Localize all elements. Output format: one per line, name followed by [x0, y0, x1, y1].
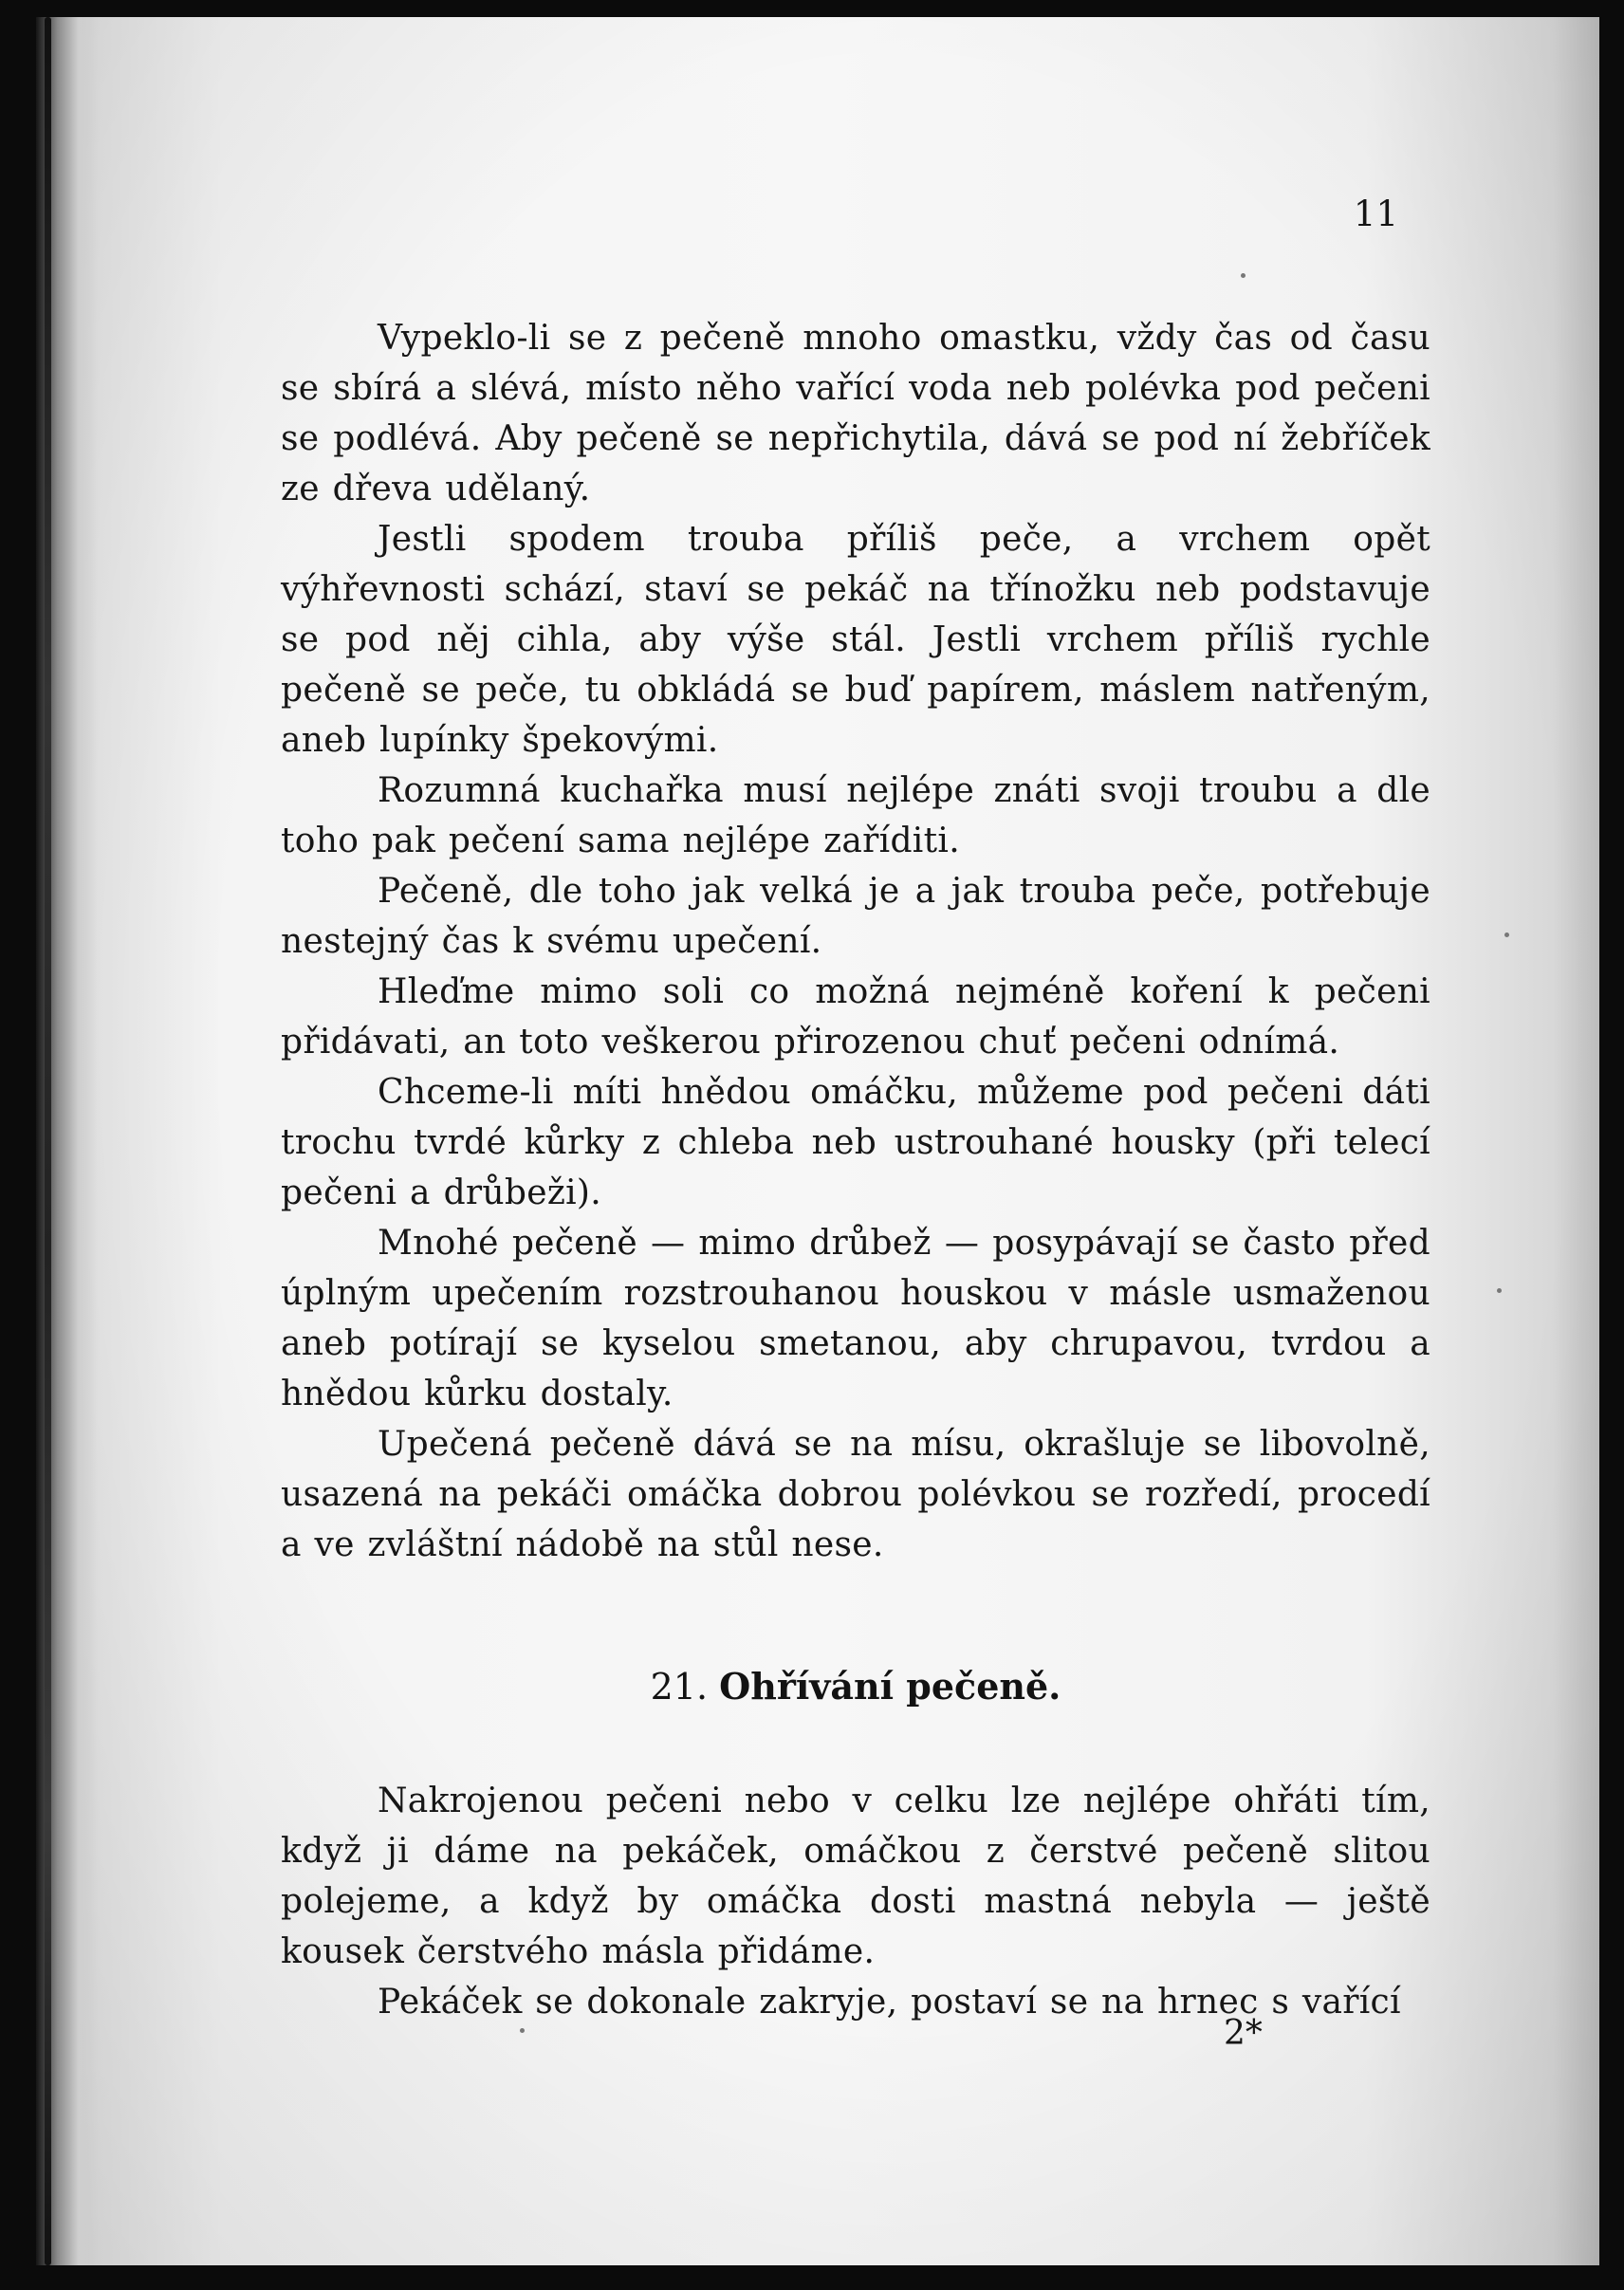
- book-page: [36, 17, 1599, 2265]
- print-speck: [1504, 933, 1509, 937]
- paragraph-roast-fat: Vypeklo-li se z pečeně mnoho omastku, vždy čas od času se sbírá a slévá, místo něho vařící voda neb polévka pod pečeni se podlévá. Aby pečeně se nepřichytila, dává se pod ní žebříček ze dřeva udělaný.: [281, 319, 1430, 508]
- paragraph-breadcrumbs: Mnohé pečeně — mimo drůbež — posypávají se často před úplným upečením rozstrouhanou houskou v másle usmaženou aneb potírají se kyselou smetanou, aby chrupavou, tvrdou a hnědou kůrku dostaly.: [281, 1224, 1430, 1413]
- paragraph-reheating: Nakrojenou pečeni nebo v celku lze nejlépe ohřáti tím, když ji dáme na pekáček, omáčkou z čerstvé pečeně slitou polejeme, a když by omáčka dosti mastná nebyla — ještě kousek čerstvého másla přidáme.: [281, 1782, 1430, 1971]
- signature-mark: 2*: [1224, 2014, 1263, 2053]
- print-speck: [1241, 273, 1246, 278]
- section-title: Ohřívání pečeně.: [719, 1665, 1061, 1708]
- paragraph-serving: Upečená pečeně dává se na mísu, okrašluje se libovolně, usazená na pekáči omáčka dobrou polévkou se rozředí, procedí a ve zvláštní nádobě na stůl nese.: [281, 1425, 1430, 1564]
- print-speck: [520, 2028, 525, 2033]
- paragraph-brown-sauce: Chceme-li míti hnědou omáčku, můžeme pod pečeni dáti trochu tvrdé kůrky z chleba neb ustrouhané housky (při telecí pečeni a drůbeži).: [281, 1073, 1430, 1212]
- page-number: 11: [1353, 194, 1398, 234]
- section-heading: [281, 1661, 1430, 1712]
- text-block: [281, 313, 1430, 2027]
- paragraph-seasoning: Hleďme mimo soli co možná nejméně koření k pečeni přidávati, an toto veškerou přirozenou chuť pečeni odnímá.: [281, 972, 1430, 1062]
- paragraph-know-oven: Rozumná kuchařka musí nejlépe znáti svoji troubu a dle toho pak pečení sama nejlépe zaříditi.: [281, 771, 1430, 860]
- paragraph-cover-pan: Pekáček se dokonale zakryje, postaví se na hrnec s vařící: [378, 1983, 1401, 2022]
- paragraph-roasting-time: Pečeně, dle toho jak velká je a jak trouba peče, potřebuje nestejný čas k svému upečení.: [281, 872, 1430, 961]
- binding-thread: [45, 17, 51, 2265]
- print-speck: [1497, 1288, 1502, 1293]
- section-number: 21.: [650, 1666, 709, 1708]
- paragraph-oven-heat: Jestli spodem trouba příliš peče, a vrchem opět výhřevnosti schází, staví se pekáč na třínožku neb podstavuje se pod něj cihla, aby výše stál. Jestli vrchem příliš rychle pečeně se peče, tu obkládá se buď papírem, máslem natřeným, aneb lupínky špekovými.: [281, 520, 1430, 760]
